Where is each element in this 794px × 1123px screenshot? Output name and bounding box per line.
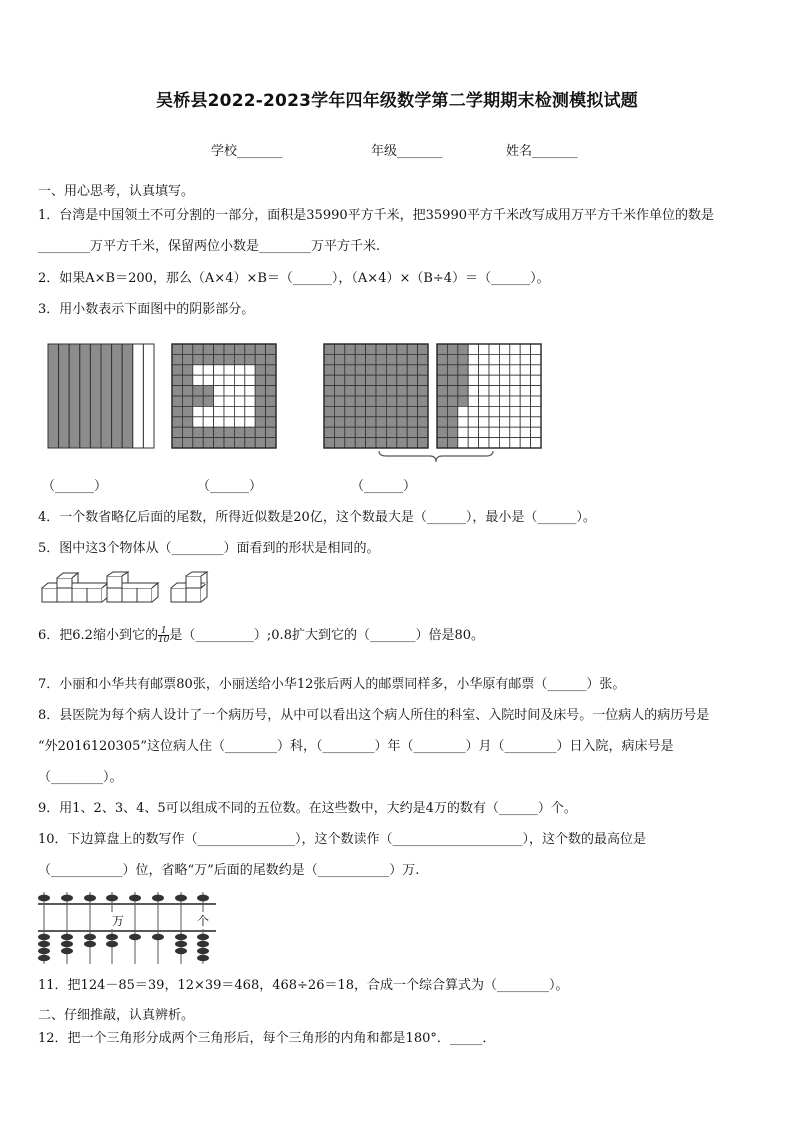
q11-text[interactable]: 11．把124－85＝39，12×39＝468，468÷26＝18，合成一个综合算式为（________）。 (38, 978, 569, 993)
q3-figure-2 (172, 344, 280, 450)
q6-frac-den: 10 (157, 635, 170, 645)
grade-field[interactable]: 年级_______ (371, 144, 443, 159)
section-2-heading: 二、仔细推敲，认真辨析。 (38, 1008, 195, 1023)
q9-text[interactable]: 9．用1、2、3、4、5可以组成不同的五位数。在这些数中，大约是4万的数有（______）个。 (38, 801, 577, 816)
q6-fraction (158, 627, 169, 644)
q8-line3[interactable]: （________）。 (38, 770, 123, 785)
q3-figure-3b (437, 344, 545, 450)
q3-blank-2[interactable]: （______） (197, 479, 263, 494)
section-1-heading: 一、用心思考，认真填写。 (38, 184, 195, 199)
q3-blank-1[interactable]: （______） (42, 479, 108, 494)
school-field[interactable]: 学校_______ (211, 144, 283, 159)
q10-abacus (38, 890, 216, 966)
q3-figure-1 (48, 344, 158, 450)
q8-line2[interactable]: “外2016120305”这位病人住（________）科，（________）年（________）月（________）日入院，病床号是 (38, 739, 674, 754)
abacus-ge-label: 个 (197, 914, 210, 928)
q10-line2[interactable]: （___________）位，省略“万”后面的尾数约是（___________）万. (38, 863, 420, 878)
q5-text[interactable]: 5．图中这3个物体从（________）面看到的形状是相同的。 (38, 541, 380, 556)
q6-text[interactable] (38, 627, 484, 645)
q6-frac-num: 1 (158, 627, 169, 636)
q5-cube-figures (40, 572, 220, 606)
q8-line1: 8．县医院为每个病人设计了一个病历号，从中可以看出这个病人所住的科室、入院时间及床号。一位病人的病历号是 (38, 708, 710, 723)
q6-post: 是（_________）;0.8扩大到它的（_______）倍是80。 (169, 628, 485, 643)
q10-line1[interactable]: 10．下边算盘上的数写作（_______________），这个数读作（____________________），这个数的最高位是 (38, 832, 647, 847)
q1-line1: 1．台湾是中国领土不可分割的一部分，面积是35990平方千米，把35990平方千米改写成用万平方千米作单位的数是 (38, 208, 714, 223)
q4-text[interactable]: 4．一个数省略亿后面的尾数，所得近似数是20亿，这个数最大是（______），最小是（______）。 (38, 510, 596, 525)
name-field[interactable]: 姓名_______ (506, 144, 578, 159)
q12-text[interactable]: 12．把一个三角形分成两个三角形后，每个三角形的内角和都是180°．_____． (38, 1031, 496, 1046)
abacus-wan-label: 万 (112, 914, 125, 928)
q6-pre: 6．把6.2缩小到它的 (38, 628, 158, 643)
q2-text[interactable]: 2．如果A×B＝200，那么（A×4）×B＝（______），（A×4）×（B÷4）＝（______）。 (38, 271, 550, 286)
q3-figure-3a (324, 344, 432, 450)
q3-text: 3．用小数表示下面图中的阴影部分。 (38, 302, 255, 317)
q7-text[interactable]: 7．小丽和小华共有邮票80张，小丽送给小华12张后两人的邮票同样多，小华原有邮票（______）张。 (38, 677, 626, 692)
q1-line2[interactable]: ________万平方千米，保留两位小数是________万平方千米. (38, 239, 381, 254)
page-title: 吴桥县2022-2023学年四年级数学第二学期期末检测模拟试题 (156, 91, 638, 111)
q3-brace (378, 450, 494, 464)
q3-blank-3[interactable]: （______） (351, 479, 417, 494)
